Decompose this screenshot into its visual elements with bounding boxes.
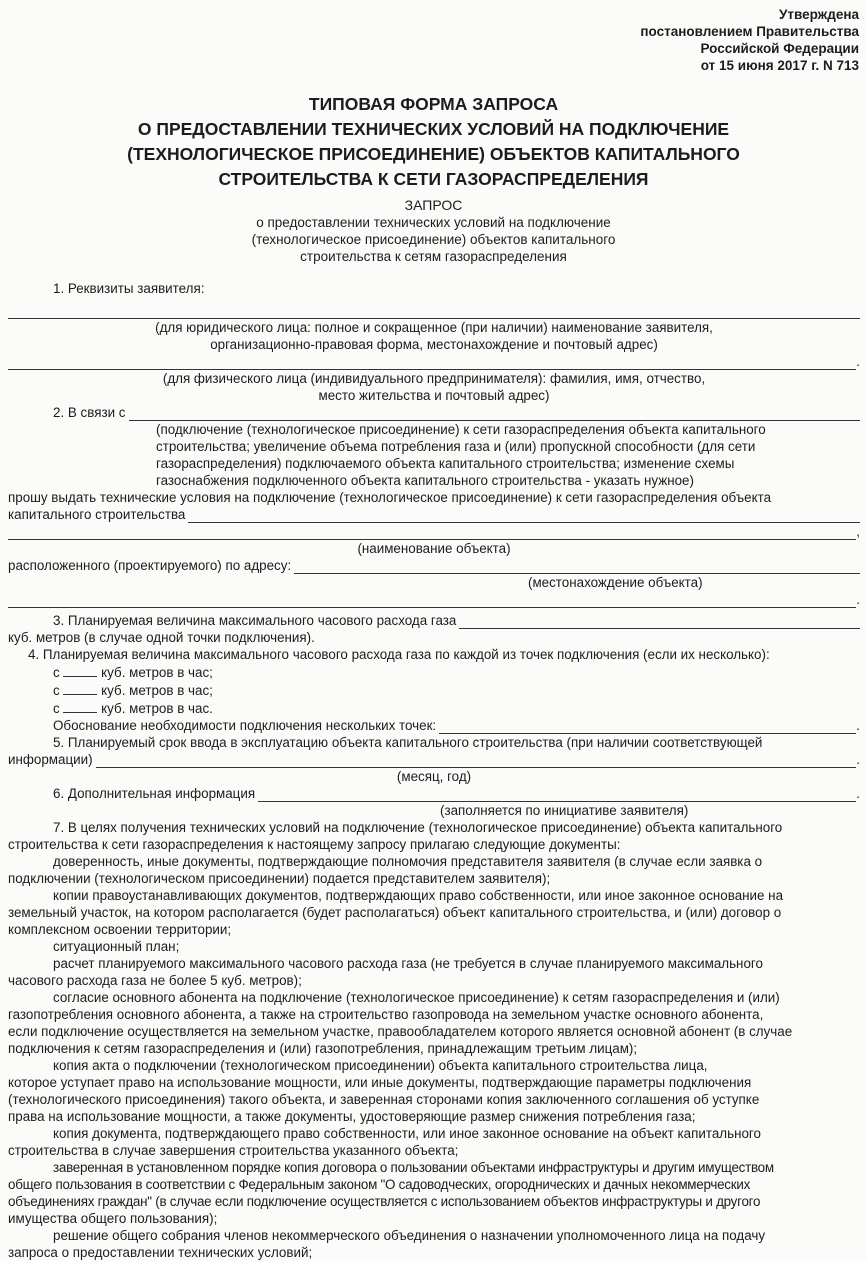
hint: (наименование объекта) — [357, 541, 511, 556]
section-6-label: 6. Дополнительная информация — [53, 786, 256, 801]
address-row-2 — [8, 591, 860, 608]
section-3-unit: куб. метров (в случае одной точки подключения). — [8, 630, 315, 645]
document-item: строительства в случае завершения строительства указанного объекта; — [8, 1143, 459, 1158]
hint: (заполняется по инициативе заявителя) — [440, 803, 689, 818]
subtitle-line: о предоставлении технических условий на подключение — [256, 215, 611, 230]
justification-row — [8, 717, 860, 734]
document-item: копии правоустанавливающих документов, подтверждающих право собственности, или иное законное основание на — [53, 888, 784, 903]
point-flow-field[interactable] — [63, 681, 97, 695]
approval-line: постановлением Правительства — [640, 24, 859, 39]
object-name-row — [8, 506, 860, 523]
point-unit: куб. метров в час; — [101, 665, 213, 680]
title-line: (ТЕХНОЛОГИЧЕСКОЕ ПРИСОЕДИНЕНИЕ) ОБЪЕКТОВ КАПИТАЛЬНОГО — [127, 144, 740, 164]
section-7-text: строительства к сети газораспределения к настоящему запросу прилагаю следующие документы: — [8, 837, 621, 852]
object-name-row-2 — [8, 523, 860, 540]
commissioning-row — [8, 751, 860, 768]
request-subtitle — [0, 197, 867, 265]
document-item: общего пользования в соответствии с Федеральным законом "О садоводческих, огороднических и дачных некоммерческих — [8, 1177, 751, 1192]
hint: газораспределения) подключаемого объекта капитального строительства; изменение схемы — [156, 456, 735, 471]
individual-field-row — [8, 353, 860, 370]
subtitle-head: ЗАПРОС — [404, 197, 463, 213]
hint: (для юридического лица: полное и сокращенное (при наличии) наименование заявителя, — [155, 320, 713, 335]
document-item: расчет планируемого максимального часового расхода газа (не требуется в случае планируемого максимального — [53, 956, 763, 971]
document-item: которое уступает право на использование мощности, или иные документы, подтверждающие параметры подключения — [8, 1075, 752, 1090]
section-1-label: 1. Реквизиты заявителя: — [53, 281, 205, 296]
document-item: запроса о предоставлении технических условий; — [8, 1245, 313, 1260]
document-item: земельный участок, на котором располагается (будет располагаться) объект капитального строительства, и (или) договор о — [8, 905, 782, 920]
document-item: права на использование мощности, а также документы, удостоверяющие размер снижения потребления газа; — [8, 1109, 696, 1124]
document-item: заверенная в установленном порядке копия договора о пользовании объектами инфраструктуры и другим имуществом — [53, 1160, 774, 1175]
connection-point-row — [8, 699, 860, 717]
point-flow-field[interactable] — [63, 699, 97, 713]
subtitle-line: (технологическое присоединение) объектов капитального — [251, 232, 616, 247]
hint: (для физического лица (индивидуального предпринимателя): фамилия, имя, отчество, — [162, 371, 706, 386]
section-5-text: 5. Планируемый срок ввода в эксплуатацию объекта капитального строительства (при наличии соответствующей — [53, 735, 763, 750]
document-item: подключении (технологическом присоединении) подается представителем заявителя); — [8, 871, 551, 886]
period: . — [856, 718, 860, 733]
document-item: согласие основного абонента на подключение (технологическое присоединение) к сетям газораспределения и (или) — [53, 990, 780, 1005]
request-text: прошу выдать технические условия на подключение (технологическое присоединение) к сети газораспределения объекта — [8, 490, 772, 505]
request-text: капитального строительства — [8, 507, 186, 522]
period: . — [856, 752, 860, 767]
period: . — [856, 354, 860, 369]
legal-entity-field[interactable] — [8, 305, 860, 319]
document-title — [0, 92, 867, 192]
document-item: часового расхода газа не более 5 куб. метров); — [8, 973, 302, 988]
commissioning-date-field[interactable] — [96, 755, 857, 768]
section-3-label: 3. Планируемая величина максимального часового расхода газа — [53, 613, 457, 628]
section-4-label: 4. Планируемая величина максимального часового расхода газа по каждой из точек подключения (если их несколько): — [28, 647, 770, 662]
point-prefix: с — [53, 701, 60, 716]
approval-line: Российской Федерации — [700, 41, 859, 56]
justification-field[interactable] — [439, 721, 856, 734]
document-item: ситуационный план; — [53, 939, 180, 954]
document-item: имущества общего пользования); — [8, 1211, 218, 1226]
address-field-2[interactable] — [8, 595, 856, 608]
connection-point-row — [8, 663, 860, 681]
point-unit: куб. метров в час. — [101, 701, 213, 716]
title-line: СТРОИТЕЛЬСТВА К СЕТИ ГАЗОРАСПРЕДЕЛЕНИЯ — [218, 169, 649, 189]
connection-point-row — [8, 681, 860, 699]
max-gas-flow-field[interactable] — [459, 616, 860, 629]
section-2-label: 2. В связи с — [53, 405, 126, 420]
hint: (подключение (технологическое присоединение) к сети газораспределения объекта капитального — [156, 422, 766, 437]
approval-stamp — [640, 6, 859, 74]
hint: (местонахождение объекта) — [528, 575, 703, 590]
period: . — [856, 592, 860, 607]
reason-hint — [8, 421, 860, 489]
title-line: О ПРЕДОСТАВЛЕНИИ ТЕХНИЧЕСКИХ УСЛОВИЙ НА ПОДКЛЮЧЕНИЕ — [137, 119, 730, 139]
document-item: решение общего собрания членов некоммерческого объединения о назначении уполномоченного лица на подачу — [53, 1228, 766, 1243]
individual-field[interactable] — [8, 357, 856, 370]
object-name-field-2[interactable] — [8, 527, 856, 540]
hint: (месяц, год) — [396, 769, 472, 784]
section-7-text: 7. В целях получения технических условий на подключение (технологическое присоединение) объекта капитального — [53, 820, 783, 835]
object-name-field[interactable] — [188, 510, 860, 523]
hint: организационно-правовая форма, местонахождение и почтовый адрес) — [210, 337, 658, 352]
approval-date: от 15 июня 2017 г. N 713 — [700, 58, 859, 73]
document-item: подключения к сетям газораспределения и (или) газопотребления, принадлежащим третьим лицам); — [8, 1041, 638, 1056]
reason-field[interactable] — [129, 408, 861, 421]
address-row — [8, 557, 860, 574]
hint: место жительства и почтовый адрес) — [318, 388, 550, 403]
document-item: (технологического присоединения) такого объекта, и заверенная сторонами копия заключенного соглашения об уступке — [8, 1092, 760, 1107]
section-3-row — [8, 612, 860, 629]
hint: газоснабжения подключенного объекта капитального строительства - указать нужное) — [156, 473, 694, 488]
form-body — [8, 280, 860, 1261]
document-item: копия акта о подключении (технологическом присоединении) объекта капитального строительства лица, — [53, 1058, 708, 1073]
document-item: доверенность, иные документы, подтверждающие полномочия представителя заявителя (в случае если заявка о — [53, 854, 763, 869]
section-5-text: информации) — [8, 752, 93, 767]
point-flow-field[interactable] — [63, 663, 97, 677]
subtitle-line: строительства к сетям газораспределения — [300, 249, 567, 264]
address-label: расположенного (проектируемого) по адресу: — [8, 558, 292, 573]
justification-label: Обоснование необходимости подключения нескольких точек: — [53, 718, 437, 733]
document-item: если подключение осуществляется на земельном участке, правообладателем которого является основной абонент (в случае — [8, 1024, 793, 1039]
comma: , — [856, 524, 860, 539]
point-prefix: с — [53, 683, 60, 698]
point-prefix: с — [53, 665, 60, 680]
hint: строительства; увеличение объема потребления газа и (или) пропускной способности (для сети — [156, 439, 756, 454]
section-6-row — [8, 785, 860, 802]
document-item: копия документа, подтверждающего право собственности, или иное законное основание на объект капитального — [53, 1126, 761, 1141]
additional-info-field[interactable] — [258, 789, 856, 802]
approval-line: Утверждена — [778, 7, 859, 22]
document-item: комплексном освоении территории; — [8, 922, 232, 937]
title-line: ТИПОВАЯ ФОРМА ЗАПРОСА — [308, 94, 559, 114]
address-field[interactable] — [294, 561, 860, 574]
document-item: газопотребления основного абонента, а также на строительство газопровода на земельном участке основного абонента, — [8, 1007, 764, 1022]
period: . — [856, 786, 860, 801]
section-2-row — [8, 404, 860, 421]
point-unit: куб. метров в час; — [101, 683, 213, 698]
document-item: объединениях граждан" (в случае если подключение осуществляется с использованием объектов инфраструктуры и другого — [8, 1194, 761, 1209]
